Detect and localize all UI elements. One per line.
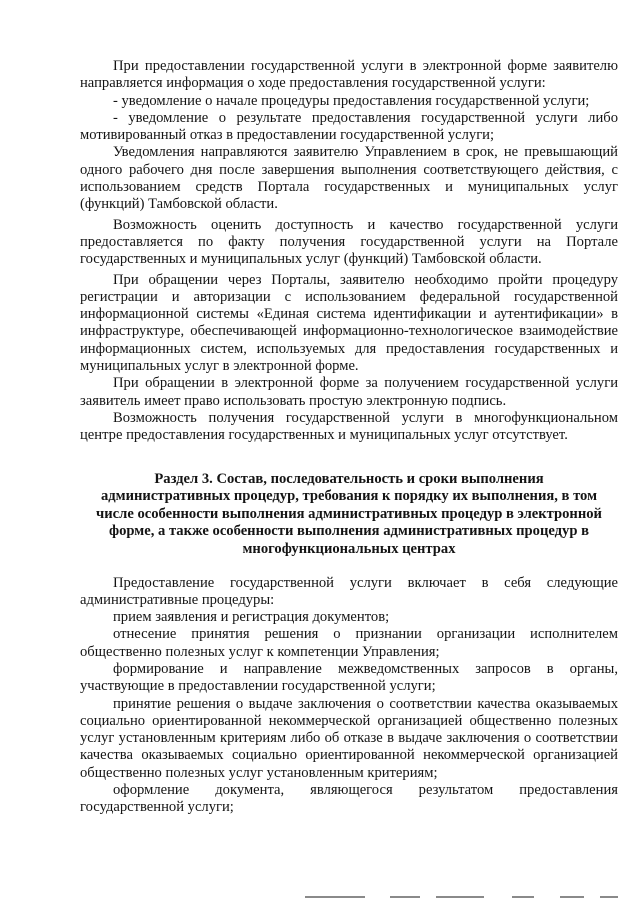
paragraph: Уведомления направляются заявителю Управлением в срок, не превышающий одного рабочего дня после завершения выполнения соответствующего действия, с использованием средств Портала государственных и муниципальных услуг (функций) Тамбовской области. — [80, 144, 618, 213]
paragraph: Возможность получения государственной услуги в многофункциональном центре предоставления государственных и муниципальных услуг отсутствует. — [80, 409, 618, 444]
list-item: отнесение принятия решения о признании организации исполнителем общественно полезных услуг к компетенции Управления; — [80, 626, 618, 660]
section-heading: Раздел 3. Состав, последовательность и сроки выполнения административных процедур, требования к порядку их выполнения, в том числе особенности выполнения административных процедур в электронной форме, а также особенности выполнения административных процедур в многофункциональных центрах — [96, 470, 602, 557]
paragraph: При обращении в электронной форме за получением государственной услуги заявитель имеет право использовать простую электронную подпись. — [80, 375, 618, 409]
paragraph: - уведомление о начале процедуры предоставления государственной услуги; — [113, 92, 590, 109]
paragraph: При предоставлении государственной услуги в электронной форме заявителю направляется информация о ходе предоставления государственной услуги: — [80, 58, 618, 92]
paragraph: - уведомление о результате предоставления государственной услуги либо мотивированный отказ в предоставлении государственной услуги; — [80, 109, 618, 144]
document-page — [80, 58, 618, 817]
paragraph: Предоставление государственной услуги включает в себя следующие административные процедуры: — [80, 574, 618, 608]
scan-artifact-marks — [0, 896, 640, 902]
list-item: прием заявления и регистрация документов; — [113, 609, 390, 626]
list-item: формирование и направление межведомственных запросов в органы, участвующие в предоставлении государственной услуги; — [80, 660, 618, 695]
paragraph: При обращении через Порталы, заявителю необходимо пройти процедуру регистрации и авторизации с использованием федеральной государственной информационной системы «Единая система идентификации и аутентификации» в инфраструктуре, обеспечивающей информационно-технологическое взаимодействие информационных систем, используемых для предоставления государственных и муниципальных услуг в электронной форме. — [80, 271, 618, 375]
paragraph: Возможность оценить доступность и качество государственной услуги предоставляется по факту получения государственной услуги на Портале государственных и муниципальных услуг (функций) Тамбовской области. — [80, 216, 618, 268]
list-item: оформление документа, являющегося результатом предоставления государственной услуги; — [80, 782, 618, 816]
list-item: принятие решения о выдаче заключения о соответствии качества оказываемых социально ориентированной некоммерческой организацией общественно полезных услуг установленным критериям либо об отказе в выдаче заключения о соответствии качества оказываемых социально ориентированной некоммерческой организацией общественно полезных услуг установленным критериям; — [80, 695, 618, 781]
